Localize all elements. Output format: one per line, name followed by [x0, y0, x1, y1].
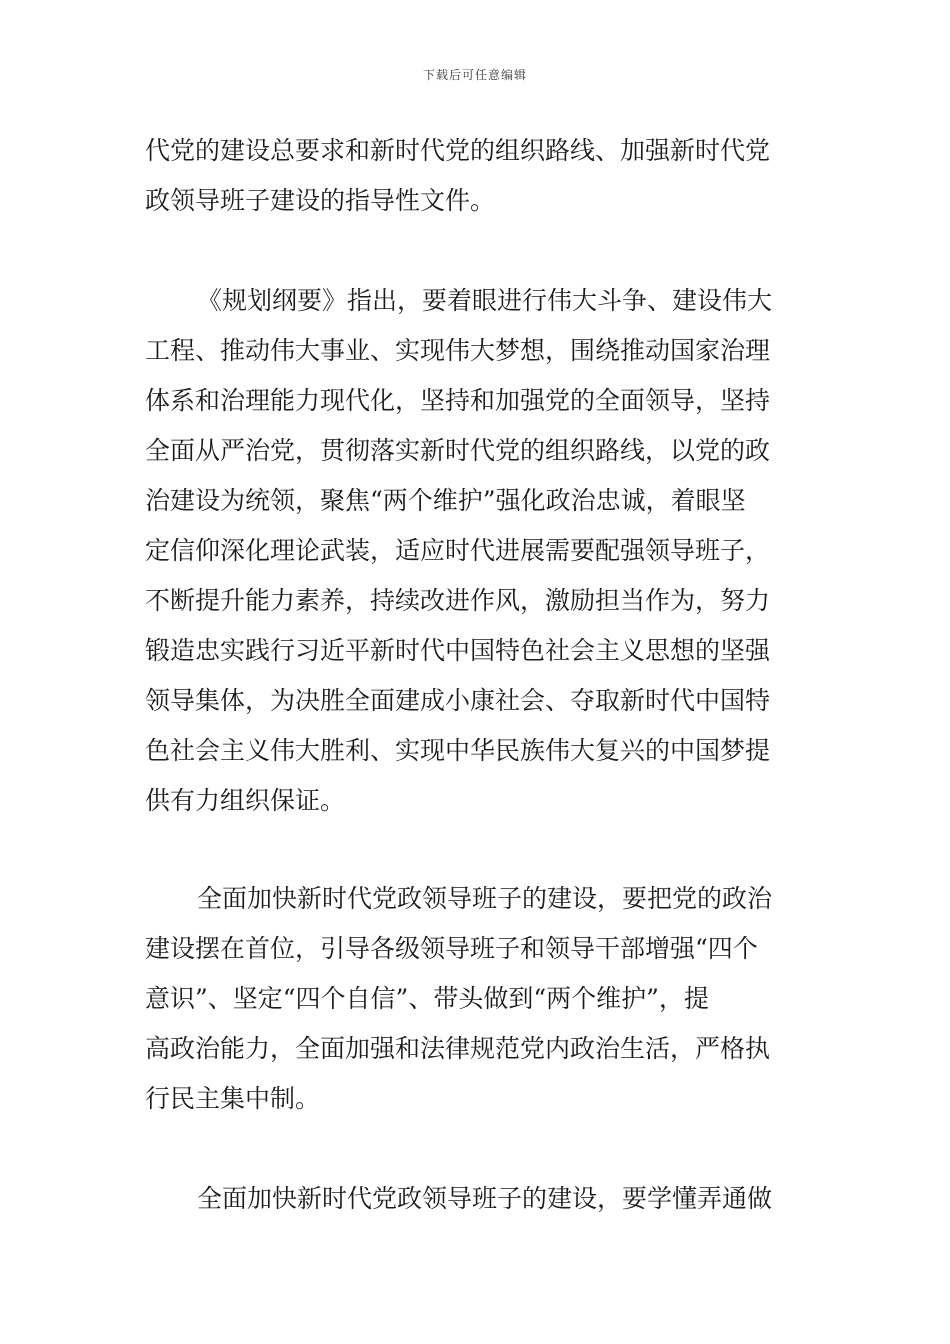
paragraph-3-line-1: 全面加快新时代党政领导班子的建设，要把党的政治 [197, 884, 773, 913]
paragraph-2-line-10: 色社会主义伟大胜利、实现中华民族伟大复兴的中国梦提 [145, 736, 771, 765]
paragraph-2-line-11: 供有力组织保证。 [145, 786, 346, 815]
paragraph-3-line-2: 建设摆在首位，引导各级领导班子和领导干部增强“四个 [145, 934, 758, 963]
paragraph-3-line-3: 意识”、坚定“四个自信”、带头做到“两个维护”，提 [145, 984, 709, 1013]
paragraph-2-line-6: 定信仰深化理论武装，适应时代进展需要配强领导班子， [145, 536, 771, 565]
paragraph-2-line-2: 工程、推动伟大事业、实现伟大梦想，围绕推动国家治理 [145, 336, 771, 365]
paragraph-2-line-5: 治建设为统领，聚焦“两个维护”强化政治忠诚，着眼坚 [145, 486, 746, 515]
paragraph-3-line-5: 行民主集中制。 [145, 1084, 321, 1113]
paragraph-1-line-1: 代党的建设总要求和新时代党的组织路线、加强新时代党 [145, 136, 771, 165]
paragraph-2-line-8: 锻造忠实践行习近平新时代中国特色社会主义思想的坚强 [145, 636, 771, 665]
paragraph-3-line-4: 高政治能力，全面加强和法律规范党内政治生活，严格执 [145, 1034, 771, 1063]
paragraph-2-line-1: 《规划纲要》指出，要着眼进行伟大斗争、建设伟大 [197, 286, 773, 315]
page-header: 下载后可任意编辑 [422, 68, 527, 82]
paragraph-2-line-9: 领导集体，为决胜全面建成小康社会、夺取新时代中国特 [145, 686, 771, 715]
paragraph-1-line-2: 政领导班子建设的指导性文件。 [145, 186, 496, 215]
paragraph-4-line-1: 全面加快新时代党政领导班子的建设，要学懂弄通做 [197, 1184, 773, 1213]
paragraph-2-line-7: 不断提升能力素养，持续改进作风，激励担当作为，努力 [145, 586, 771, 615]
paragraph-2-line-3: 体系和治理能力现代化，坚持和加强党的全面领导，坚持 [145, 386, 771, 415]
paragraph-2-line-4: 全面从严治党，贯彻落实新时代党的组织路线，以党的政 [145, 436, 771, 465]
